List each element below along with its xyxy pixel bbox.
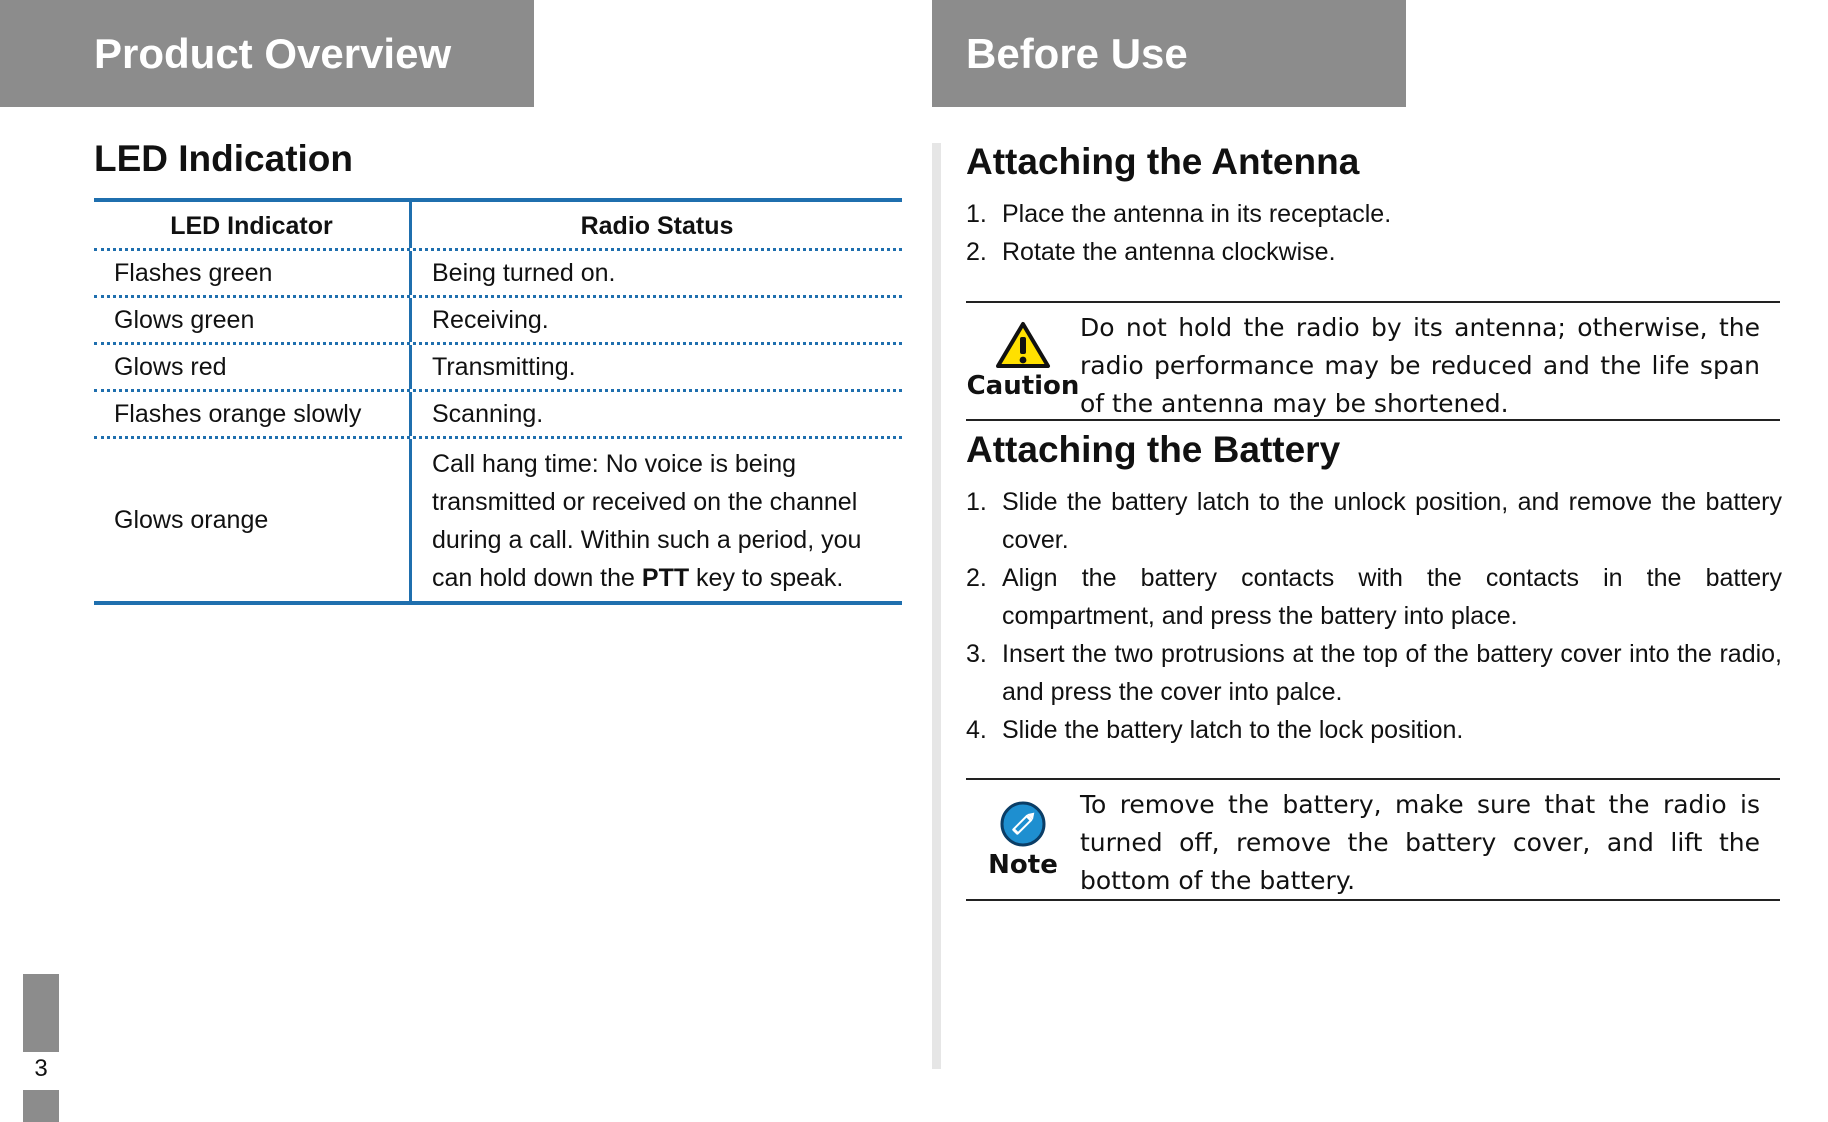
battery-section-title: Attaching the Battery (966, 429, 1341, 470)
list-item (966, 711, 1782, 749)
header-product-overview: Product Overview (0, 0, 534, 107)
note-callout (966, 778, 1780, 901)
led-indicator-cell (94, 439, 412, 601)
step-text: Place the antenna in its receptacle. (1002, 200, 1392, 228)
list-item (966, 483, 1782, 559)
led-indication-title: LED Indication (94, 138, 353, 179)
step-text: Slide the battery latch to the unlock position, and remove the battery cover. (1002, 488, 1782, 554)
step-text: Insert the two protrusions at the top of the battery cover into the radio, and press the cover into palce. (1002, 640, 1782, 706)
step-number: 2. (966, 238, 987, 266)
antenna-section-title: Attaching the Antenna (966, 141, 1360, 182)
column-divider (932, 143, 941, 1069)
radio-status-cell: Being turned on. (432, 259, 616, 287)
table-row (94, 392, 902, 439)
caution-label: Caution (966, 371, 1080, 401)
caution-icon-column (966, 303, 1080, 419)
caution-text: Do not hold the radio by its antenna; otherwise, the radio performance may be reduced and the life span of the antenna may be shortened. (1080, 313, 1760, 418)
radio-status-cell: Receiving. (432, 306, 549, 334)
note-text: To remove the battery, make sure that the radio is turned off, remove the battery cover, and lift the bottom of the battery. (1080, 790, 1760, 895)
table-row (94, 439, 902, 601)
page-number: 3 (34, 1055, 48, 1082)
step-number: 1. (966, 488, 987, 516)
radio-status-cell: Transmitting. (432, 353, 576, 381)
step-number: 3. (966, 640, 987, 668)
caution-callout (966, 301, 1780, 421)
ptt-key-label: PTT (641, 564, 690, 592)
status-text-end: key to speak. (689, 564, 844, 592)
list-item (966, 559, 1782, 635)
list-item (966, 635, 1782, 711)
antenna-steps (966, 195, 1391, 271)
step-number: 1. (966, 200, 987, 228)
led-table (94, 198, 902, 605)
led-indicator-cell: Glows green (94, 298, 412, 342)
radio-status-cell (412, 439, 902, 601)
header-before-use: Before Use (932, 0, 1406, 107)
list-item (966, 195, 1391, 233)
step-number: 2. (966, 564, 987, 592)
step-text: Slide the battery latch to the lock position. (1002, 716, 1464, 744)
step-number: 4. (966, 716, 987, 744)
note-label: Note (988, 849, 1058, 880)
led-indicator-text: Glows orange (114, 506, 269, 534)
table-header-row (94, 202, 902, 251)
table-row (94, 298, 902, 345)
page-tab-lower (23, 1090, 59, 1122)
list-item (966, 233, 1391, 271)
warning-icon (995, 321, 1051, 369)
radio-status-cell: Scanning. (432, 400, 544, 428)
status-text: Call hang time: No voice is being transmitted or received on the channel during a call. Within such a period, you can hold down the (432, 450, 862, 592)
note-icon-column (966, 780, 1080, 899)
column-header-radio-status: Radio Status (580, 212, 734, 240)
step-text: Rotate the antenna clockwise. (1002, 238, 1336, 266)
led-indicator-cell: Flashes orange slowly (94, 392, 412, 436)
table-row (94, 345, 902, 392)
page-tab-upper (23, 974, 59, 1052)
led-indicator-cell: Glows red (94, 345, 412, 389)
pencil-note-icon (999, 800, 1047, 848)
column-header-led-indicator: LED Indicator (94, 202, 412, 248)
led-indicator-cell: Flashes green (94, 251, 412, 295)
battery-steps (966, 483, 1782, 749)
step-text: Align the battery contacts with the contacts in the battery compartment, and press the battery into place. (1002, 564, 1782, 630)
table-row (94, 251, 902, 298)
